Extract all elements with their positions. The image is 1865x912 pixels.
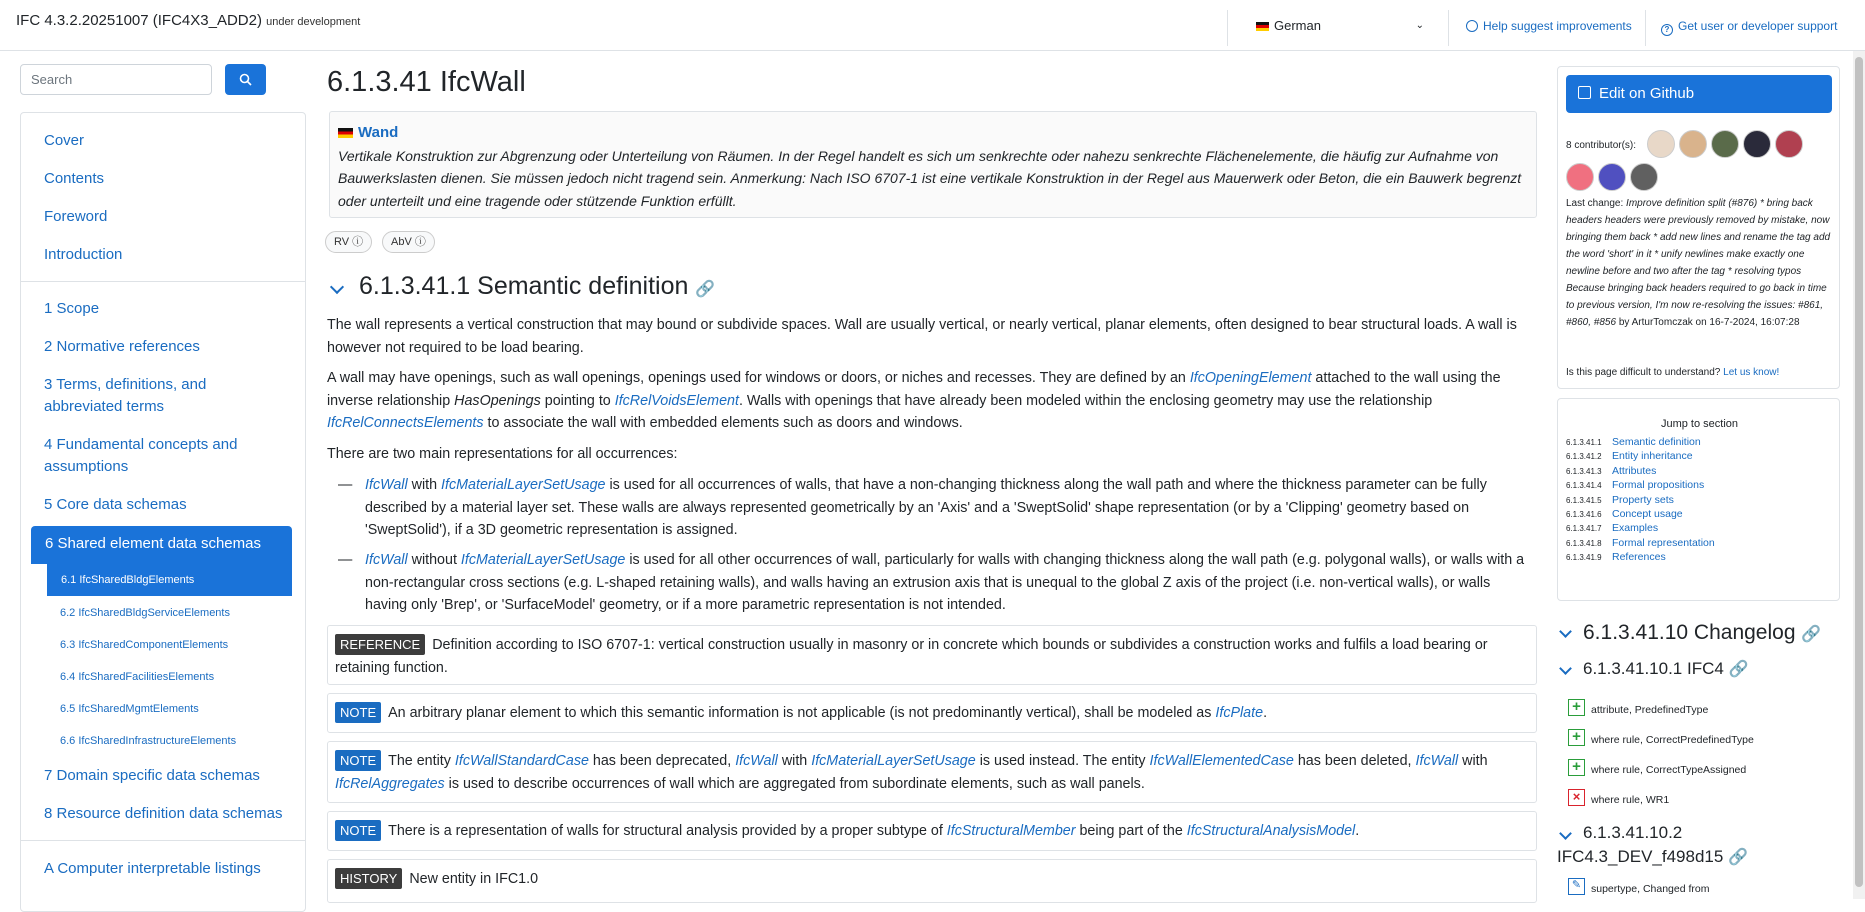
contributors-label: 8 contributor(s):	[1566, 140, 1637, 151]
jump-link[interactable]: Semantic definition	[1612, 436, 1701, 448]
nav-introduction[interactable]: Introduction	[44, 246, 123, 263]
nav-fundamental-concepts[interactable]: 4 Fundamental concepts and assumptions	[44, 436, 238, 475]
avatar[interactable]	[1566, 163, 1594, 191]
search-input[interactable]: Search	[20, 64, 212, 95]
jump-number: 6.1.3.41.7	[1566, 524, 1602, 534]
change-item	[1572, 758, 1747, 776]
nav-contents[interactable]: Contents	[44, 170, 105, 187]
link-icon[interactable]: 🔗	[1728, 661, 1749, 678]
speech-bubble-icon	[1466, 20, 1478, 32]
nav-sub-facilities[interactable]: 6.4 IfcSharedFacilitiesElements	[60, 671, 215, 683]
edit-icon: ✎	[1568, 878, 1585, 895]
change-item	[1572, 728, 1754, 746]
nav-computer-listings[interactable]: A Computer interpretable listings	[44, 860, 261, 877]
link-ifcwallelementedcase[interactable]: IfcWallElementedCase	[1149, 753, 1294, 769]
status-label: under development	[266, 16, 361, 28]
jump-link[interactable]: Attributes	[1612, 464, 1657, 477]
translation-word: Wand	[358, 124, 399, 141]
translation-text: Vertikale Konstruktion zur Abgrenzung oder Unterteilung von Räumen. In der Regel handelt es sich um senkrechte oder nahezu senkrechte Flächenelemente, die häufig zur Aufnahme von Bauwerkslasten dienen. Sie müssen jedoch nicht tragend sein. Anmerkung: Nach ISO 6707-1 ist eine vertikale Konstruktion in der Regel aus Mauerwerk oder Beton, die ein Bauwerk begrenzt oder unterteilt und eine tragende oder stützende Funktion erfüllt.	[338, 147, 1522, 209]
nav-resource-definition[interactable]: 8 Resource definition data schemas	[44, 805, 283, 822]
note-tag: NOTE	[335, 820, 381, 841]
nav-sub-infrastructure[interactable]: 6.6 IfcSharedInfrastructureElements	[60, 735, 237, 747]
nav-scope[interactable]: 1 Scope	[44, 300, 100, 317]
suggest-label: Help suggest improvements	[1483, 19, 1632, 33]
plus-icon: +	[1568, 699, 1585, 716]
jump-item[interactable]	[1566, 450, 1693, 462]
language-select[interactable]	[1256, 18, 1424, 33]
jump-item[interactable]	[1566, 436, 1701, 448]
avatar[interactable]	[1598, 163, 1626, 191]
divider	[1645, 10, 1646, 46]
nav-divider	[21, 840, 306, 841]
nav-sub-mgmt[interactable]: 6.5 IfcSharedMgmtElements	[60, 703, 199, 715]
avatar[interactable]	[1679, 130, 1707, 158]
nav-shared-element-schemas[interactable]: 6 Shared element data schemas	[31, 526, 292, 564]
link-ifcstructuralanalysismodel[interactable]: IfcStructuralAnalysisModel	[1186, 823, 1356, 839]
support-link[interactable]	[1661, 19, 1837, 36]
jump-item[interactable]	[1566, 494, 1674, 506]
nav-sub-component[interactable]: 6.3 IfcSharedComponentElements	[60, 639, 229, 651]
avatar[interactable]	[1775, 130, 1803, 158]
question-icon: ?	[1661, 24, 1673, 36]
divider	[1227, 10, 1228, 46]
avatar[interactable]	[1743, 130, 1771, 158]
ifc43-subheading: IFC4.3_DEV_f498d15 🔗	[1557, 847, 1748, 866]
link-ifcmateriallayersetusage[interactable]: IfcMaterialLayerSetUsage	[811, 753, 976, 769]
x-icon: ×	[1568, 789, 1585, 806]
change-text: where rule, WR1	[1591, 794, 1670, 806]
avatar[interactable]	[1647, 130, 1675, 158]
paragraph-1: The wall represents a vertical construction that may bound or subdivide spaces. Wall are usually vertical, or nearly vertical, planar elements, often designed to bear structural loads. A wall is however not required to be load bearing.	[327, 317, 1517, 356]
nav-foreword[interactable]: Foreword	[44, 208, 108, 225]
contribution-card	[1557, 66, 1840, 389]
top-bar	[0, 0, 1865, 51]
chevron-down-icon: ⌄	[1415, 20, 1424, 31]
note-tag: NOTE	[335, 702, 381, 723]
edit-on-github-button[interactable]: Edit on Github	[1566, 75, 1832, 113]
history-text: New entity in IFC1.0	[409, 871, 539, 887]
jump-link[interactable]: References	[1612, 551, 1666, 564]
avatar[interactable]	[1711, 130, 1739, 158]
scrollbar-thumb[interactable]	[1855, 57, 1863, 887]
toc-nav	[20, 112, 306, 912]
change-text: where rule, CorrectTypeAssigned	[1591, 764, 1747, 776]
history-box	[327, 859, 1537, 903]
reference-tag: REFERENCE	[335, 634, 425, 655]
link-ifcwall[interactable]: IfcWall	[365, 477, 408, 493]
link-ifcstructuralmember[interactable]: IfcStructuralMember	[946, 823, 1076, 839]
jump-link[interactable]: Entity inheritance	[1612, 450, 1693, 463]
feedback-text: Is this page difficult to understand? Let us know!	[1566, 367, 1780, 378]
section-title: 6.1.3.41.1 Semantic definition	[359, 272, 689, 300]
jump-item[interactable]	[1566, 537, 1715, 549]
nav-normative-references[interactable]: 2 Normative references	[44, 338, 200, 355]
jump-number: 6.1.3.41.2	[1566, 452, 1602, 462]
last-change: Last change: Improve definition split (#876) * bring back headers headers were previously removed by mistake, now bringing them back * add new lines and rename the tag add the word 'short' in it * unify newlines make exactly one newline before and two after the tag * resolving typos Because bringing back headers required to go back in time to previous version, I'm now re-resolving the issues: #861, #860, #856 by ArturTomczak on 16-7-2024, 16:07:28	[1566, 198, 1831, 328]
search-icon	[239, 73, 252, 86]
german-flag-icon	[1256, 22, 1269, 31]
note-tag: NOTE	[335, 750, 381, 771]
note-box: NOTE The entity IfcWallStandardCase has been deprecated, IfcWall with IfcMaterialLayerSetUsage is used instead. The entity IfcWallElementedCase has been deleted, IfcWall with IfcRelAggregates is used to describe occurrences of wall which are aggregated from subordinate elements, such as wall panels.	[327, 741, 1537, 803]
plus-icon: +	[1568, 729, 1585, 746]
site-title[interactable]	[16, 12, 360, 29]
jump-number: 6.1.3.41.8	[1566, 538, 1602, 548]
support-label: Get user or developer support	[1678, 19, 1838, 33]
link-ifcrelvoidselement[interactable]: IfcRelVoidsElement	[614, 392, 739, 409]
collapse-caret-icon[interactable]	[1559, 827, 1572, 840]
jump-item[interactable]	[1566, 465, 1656, 477]
jump-item[interactable]	[1566, 522, 1658, 534]
edit-icon	[1578, 86, 1591, 99]
ifc4-heading: 6.1.3.41.10.1 IFC4 🔗	[1583, 659, 1749, 678]
page-title: 6.1.3.41 IfcWall	[327, 66, 526, 98]
paragraph-3: There are two main representations for all occurrences:	[327, 446, 678, 462]
nav-cover[interactable]: Cover	[44, 132, 85, 149]
link-ifcmateriallayersetusage[interactable]: IfcMaterialLayerSetUsage	[441, 477, 606, 493]
jump-number: 6.1.3.41.1	[1566, 438, 1602, 447]
link-ifcwall[interactable]: IfcWall	[365, 552, 408, 568]
history-tag: HISTORY	[335, 868, 402, 889]
jump-item[interactable]	[1566, 551, 1666, 563]
note-box: NOTE There is a representation of walls for structural analysis provided by a proper subtype of IfcStructuralMember being part of the IfcStructuralAnalysisModel.	[327, 811, 1537, 851]
version-title: IFC 4.3.2.20251007 (IFC4X3_ADD2)	[16, 12, 262, 29]
translation-box	[329, 111, 1537, 218]
nav-sub-shared-bldg-elements[interactable]: 6.1 IfcSharedBldgElements	[47, 564, 292, 596]
jump-item[interactable]	[1566, 508, 1683, 520]
link-ifcwall[interactable]: IfcWall	[1415, 753, 1459, 769]
suggest-improvements-link[interactable]	[1466, 19, 1632, 33]
jump-number: 6.1.3.41.6	[1566, 510, 1602, 519]
section-heading	[359, 272, 715, 301]
jump-number: 6.1.3.41.3	[1566, 466, 1602, 476]
jump-number: 6.1.3.41.4	[1566, 481, 1602, 491]
link-ifcmateriallayersetusage[interactable]: IfcMaterialLayerSetUsage	[460, 552, 626, 568]
jump-item[interactable]	[1566, 479, 1704, 491]
link-ifcopeningelement[interactable]: IfcOpeningElement	[1189, 370, 1312, 386]
change-item	[1572, 789, 1670, 806]
nav-core-data-schemas[interactable]: 5 Core data schemas	[44, 496, 187, 513]
paragraph-2: A wall may have openings, such as wall openings, openings used for windows or doors, or niches and recesses. They are defined by an IfcOpeningElement attached to the wall using the inverse relationship HasOpenings pointing to IfcRelVoidsElement. Walls with openings that have already been modeled within the enclosing geometry may use the relationship IfcRelConnectsElements to associate the wall with embedded elements such as doors and windows.	[327, 370, 1501, 431]
jump-link[interactable]: Examples	[1612, 522, 1659, 535]
divider	[1448, 10, 1449, 46]
link-ifcrelconnectselements[interactable]: IfcRelConnectsElements	[327, 415, 484, 431]
change-text: attribute, PredefinedType	[1591, 704, 1709, 716]
scrollbar[interactable]	[1853, 51, 1865, 899]
german-flag-icon	[338, 128, 353, 138]
jump-link[interactable]: Concept usage	[1612, 508, 1683, 520]
reference-box	[327, 625, 1537, 685]
jump-link[interactable]: Formal propositions	[1612, 479, 1705, 492]
let-us-know-link[interactable]: Let us know!	[1723, 367, 1780, 378]
jump-to-section-card	[1557, 398, 1840, 601]
nav-divider	[21, 281, 306, 282]
link-ifcplate[interactable]: IfcPlate	[1215, 705, 1264, 721]
jump-number: 6.1.3.41.5	[1566, 495, 1602, 505]
jump-link[interactable]: Property sets	[1612, 493, 1674, 506]
change-item: ✎ supertype, Changed from	[1591, 883, 1709, 895]
link-ifcrelaggregates[interactable]: IfcRelAggregates	[335, 775, 445, 792]
rv-badge[interactable]: RV ⓘ	[325, 231, 372, 253]
ifc43-heading: 6.1.3.41.10.2	[1583, 823, 1683, 842]
note-box: NOTE An arbitrary planar element to which this semantic information is not applicable (is not predominantly vertical), shall be modeled as IfcPlate.	[327, 693, 1537, 733]
jump-link[interactable]: Formal representation	[1612, 536, 1715, 549]
link-icon[interactable]: 🔗	[695, 281, 716, 298]
nav-sub-bldg-service[interactable]: 6.2 IfcSharedBldgServiceElements	[60, 607, 230, 619]
link-ifcwallstandardcase[interactable]: IfcWallStandardCase	[454, 753, 589, 769]
language-label: German	[1274, 18, 1321, 33]
nav-domain-specific[interactable]: 7 Domain specific data schemas	[44, 767, 260, 784]
collapse-caret-icon[interactable]	[1559, 662, 1572, 675]
plus-icon: +	[1568, 759, 1585, 776]
reference-text: Definition according to ISO 6707-1: vertical construction usually in masonry or in concrete which bounds or subdivides a construction works and fulfils a load bearing or retaining function.	[335, 637, 1488, 676]
avatar[interactable]	[1630, 163, 1658, 191]
jump-title: Jump to section	[1660, 418, 1739, 430]
changelog-heading: 6.1.3.41.10 Changelog 🔗	[1583, 621, 1822, 644]
collapse-caret-icon[interactable]	[1559, 625, 1572, 638]
jump-number: 6.1.3.41.9	[1566, 553, 1602, 563]
collapse-caret-icon[interactable]	[330, 280, 344, 294]
link-ifcwall[interactable]: IfcWall	[735, 753, 778, 769]
link-icon[interactable]: 🔗	[1801, 626, 1822, 643]
search-button[interactable]	[225, 64, 266, 95]
nav-terms[interactable]: 3 Terms, definitions, and abbreviated terms	[44, 376, 207, 415]
link-icon[interactable]: 🔗	[1728, 849, 1748, 866]
change-text: where rule, CorrectPredefinedType	[1591, 734, 1754, 746]
change-item	[1572, 698, 1709, 716]
abv-badge[interactable]: AbV ⓘ	[382, 231, 435, 253]
